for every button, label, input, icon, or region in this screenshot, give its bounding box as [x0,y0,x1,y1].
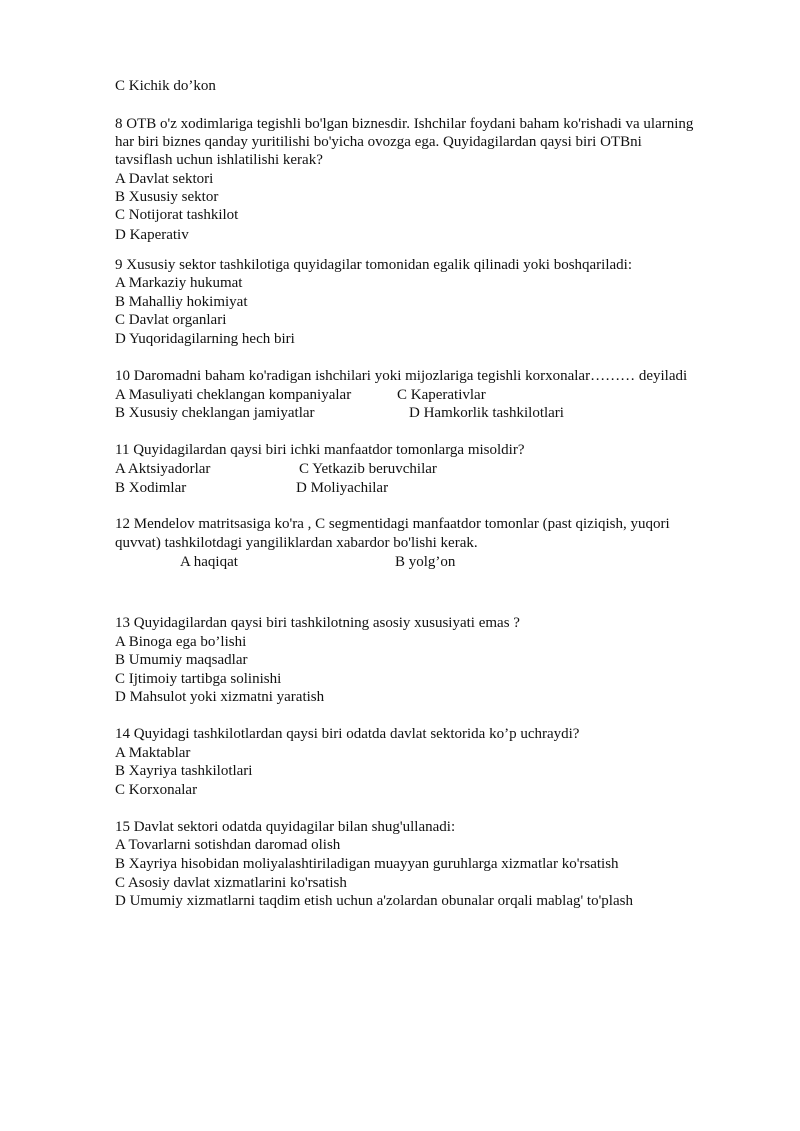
question-8-option-b: B Xususiy sektor [115,189,219,205]
question-13-text-line-1: 13 Quyidagilardan qaysi biri tashkilotning asosiy xususiyati emas ? [115,615,520,631]
option-c-previous: C Kichik do’kon [115,78,216,94]
question-9-option-b: B Mahalliy hokimiyat [115,294,248,310]
question-11-option-b: B Xodimlar [115,480,187,496]
question-15-option-d: D Umumiy xizmatlarni taqdim etish uchun a'zolardan obunalar orqali mablag' to'plash [115,893,633,909]
question-15-text-line-1: 15 Davlat sektori odatda quyidagilar bilan shug'ullanadi: [115,819,456,835]
question-8-option-c: C Notijorat tashkilot [115,207,239,223]
question-14-option-a: A Maktablar [115,745,191,761]
question-9-option-c: C Davlat organlari [115,312,227,328]
question-14-text-line-1: 14 Quyidagi tashkilotlardan qaysi biri odatda davlat sektorida ko’p uchraydi? [115,726,580,742]
question-11-option-a: A Aktsiyadorlar [115,461,211,477]
question-8-text-line-1: 8 OTB o'z xodimlariga tegishli bo'lgan biznesdir. Ishchilar foydani baham ko'rishadi va ularning [115,116,694,132]
question-8-text-line-2: har biri biznes qanday yuritilishi bo'yicha ovozga ega. Quyidagilardan qaysi biri OTBni [115,134,642,150]
question-15-option-b: B Xayriya hisobidan moliyalashtiriladigan muayyan guruhlarga xizmatlar ko'rsatish [115,856,619,872]
question-15-option-a: A Tovarlarni sotishdan daromad olish [115,837,341,853]
question-13-option-a: A Binoga ega bo’lishi [115,634,247,650]
question-8-text-line-3: tavsiflash uchun ishlatilishi kerak? [115,152,323,168]
question-9-text-line-1: 9 Xususiy sektor tashkilotiga quyidagilar tomonidan egalik qilinadi yoki boshqariladi: [115,257,633,273]
question-12-option-b: B yolg’on [395,554,456,570]
question-9-option-d: D Yuqoridagilarning hech biri [115,331,295,347]
question-15-option-c: C Asosiy davlat xizmatlarini ko'rsatish [115,875,347,891]
question-13-option-d: D Mahsulot yoki xizmatni yaratish [115,689,325,705]
question-9-option-a: A Markaziy hukumat [115,275,243,291]
question-14-option-b: B Xayriya tashkilotlari [115,763,253,779]
question-8-option-d: D Kaperativ [115,227,189,243]
question-10-option-b: B Xususiy cheklangan jamiyatlar [115,405,315,421]
question-11-text-line-1: 11 Quyidagilardan qaysi biri ichki manfaatdor tomonlarga misoldir? [115,442,525,458]
question-10-option-d: D Hamkorlik tashkilotlari [409,405,564,421]
question-12-text-line-2: quvvat) tashkilotdagi yangiliklardan xabardor bo'lishi kerak. [115,535,478,551]
question-12-option-a: A haqiqat [180,554,238,570]
question-13-option-c: C Ijtimoiy tartibga solinishi [115,671,282,687]
question-12-text-line-1: 12 Mendelov matritsasiga ko'ra , C segmentidagi manfaatdor tomonlar (past qiziqish, yuqori [115,516,670,532]
question-11-option-c: C Yetkazib beruvchilar [299,461,437,477]
question-8-option-a: A Davlat sektori [115,171,214,187]
question-10-text-line-1: 10 Daromadni baham ko'radigan ishchilari yoki mijozlariga tegishli korxonalar……… deyiladi [115,368,688,384]
question-10-option-c: C Kaperativlar [397,387,486,403]
question-11-option-d: D Moliyachilar [296,480,389,496]
question-14-option-c: C Korxonalar [115,782,198,798]
question-13-option-b: B Umumiy maqsadlar [115,652,248,668]
question-10-option-a: A Masuliyati cheklangan kompaniyalar [115,387,352,403]
